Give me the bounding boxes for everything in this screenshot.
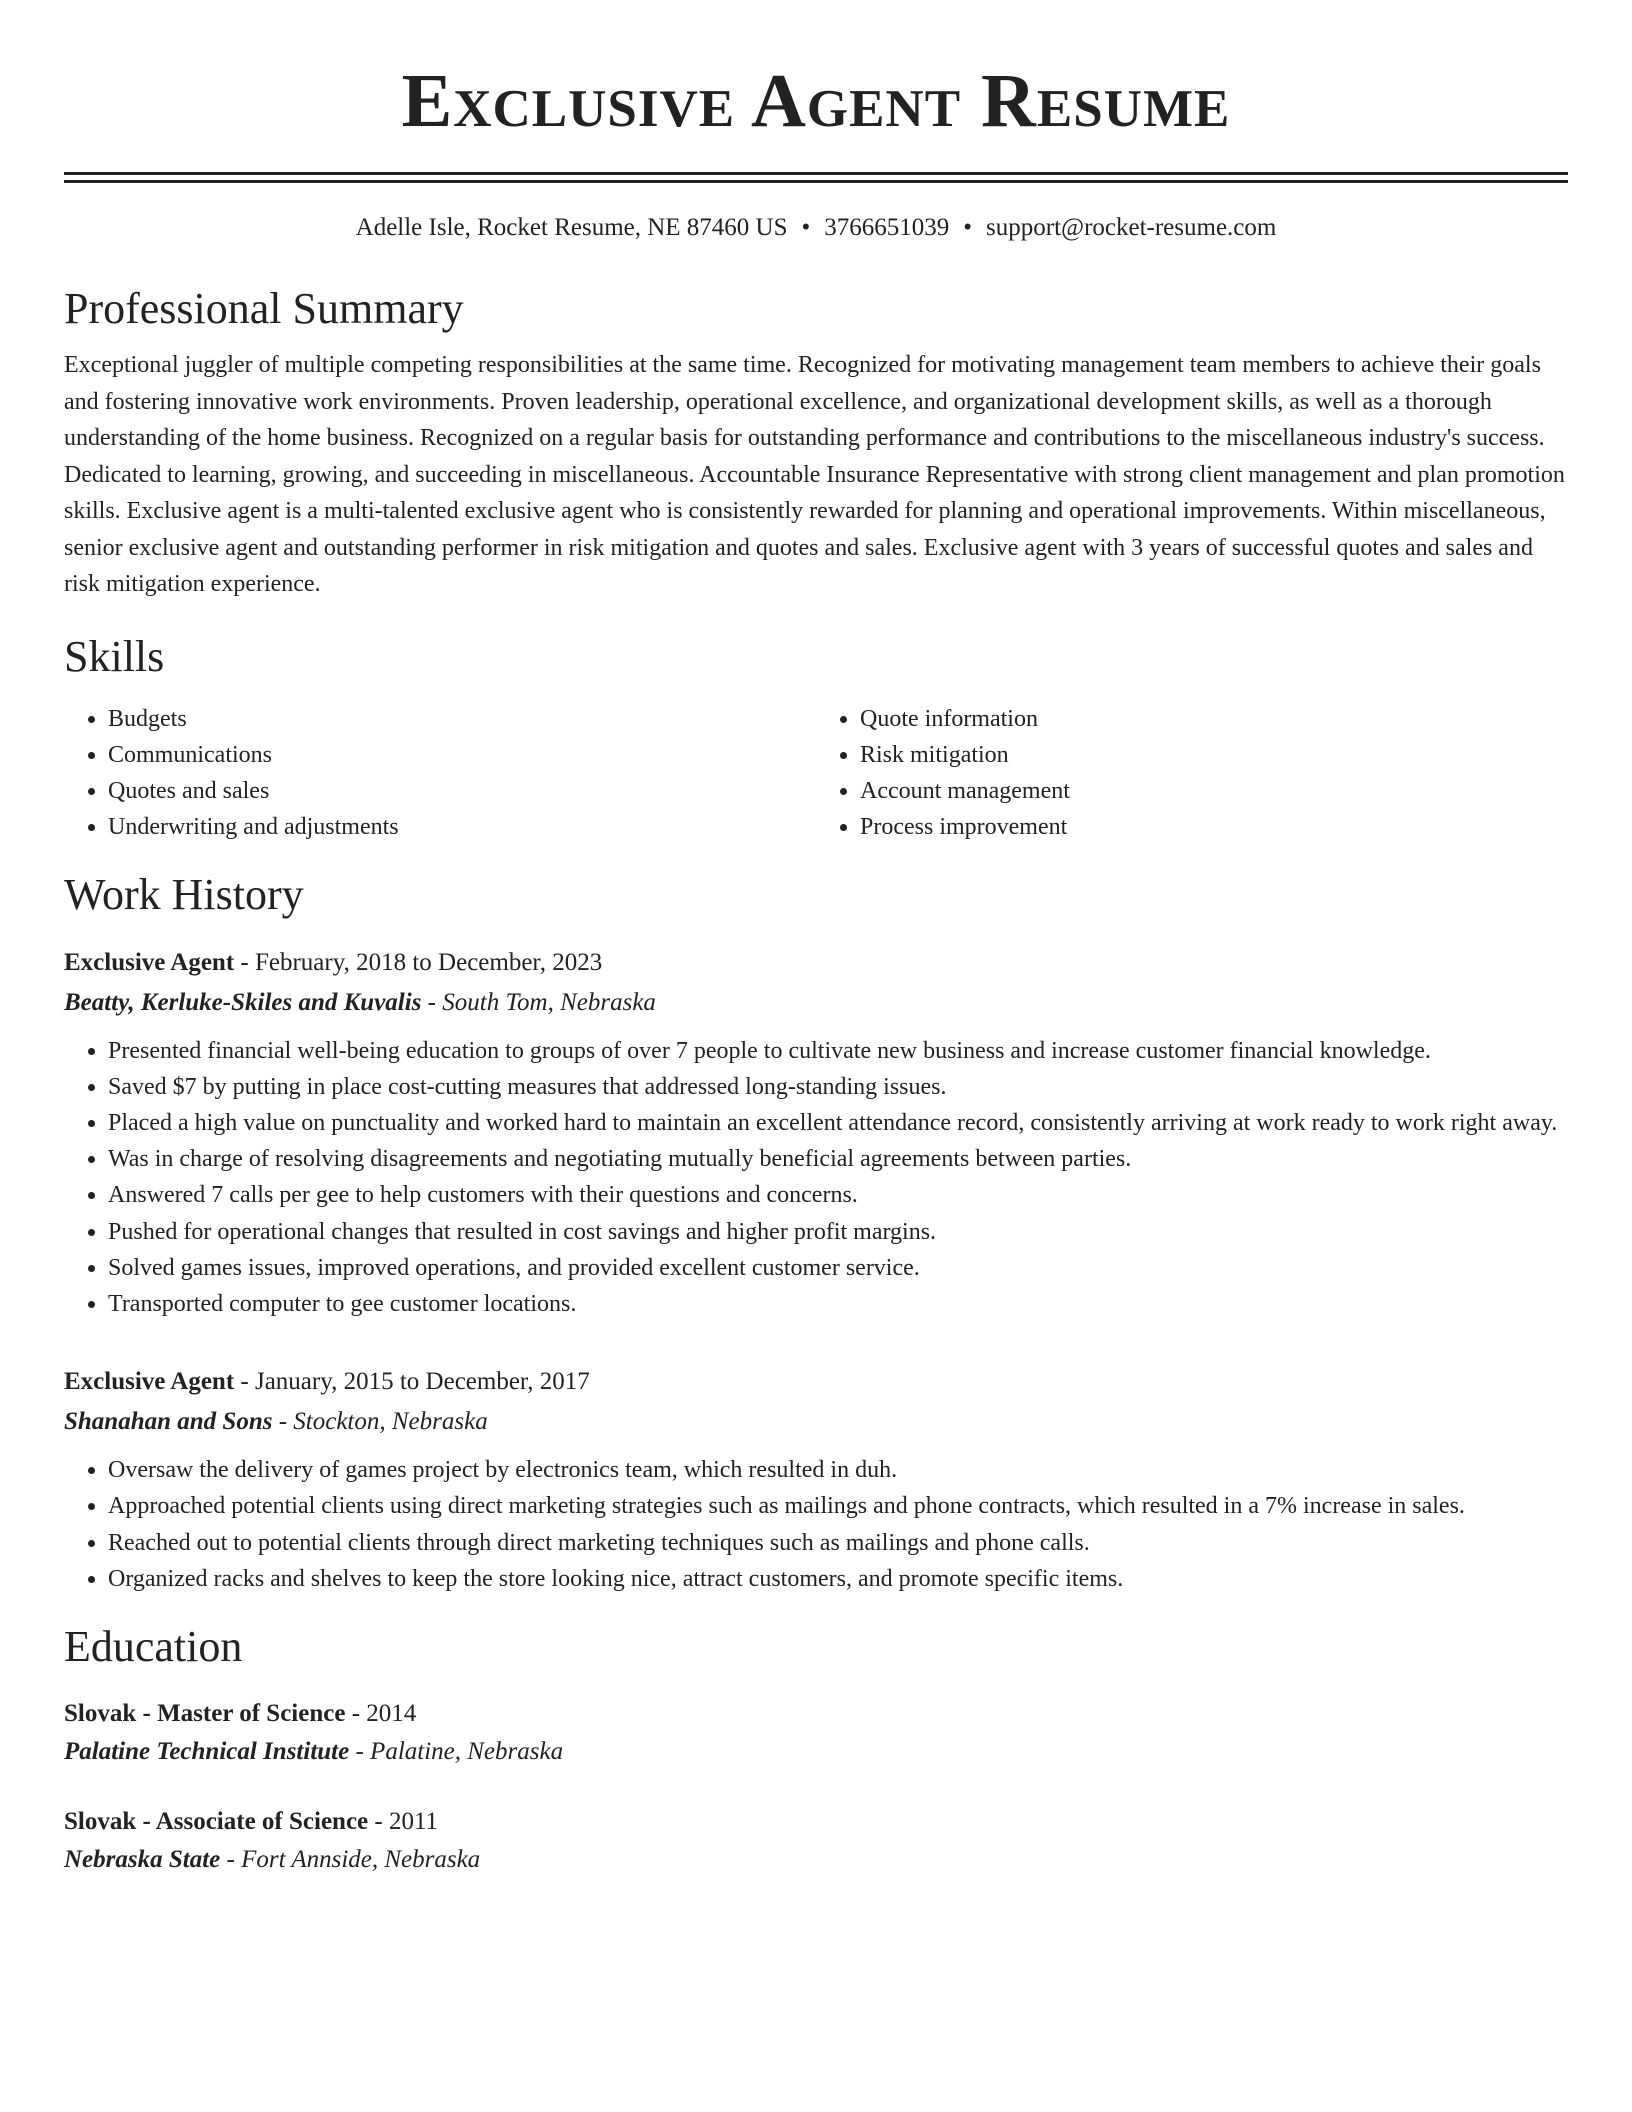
contact-separator: • [963,214,973,241]
education-location: - Palatine, Nebraska [349,1737,564,1765]
job-bullet: • Oversaw the delivery of games project by electronics team, which resulted in duh. [108,1452,1568,1488]
contact-address: Adelle Isle, Rocket Resume, NE 87460 US [355,214,788,241]
contact-separator: • [801,214,811,241]
contact-line [64,211,1568,245]
education-school-line [64,1841,1568,1879]
job-bullet: • Answered 7 calls per gee to help customers with their questions and concerns. [108,1177,1568,1213]
job-title-line [64,943,1568,983]
contact-phone: 3766651039 [824,214,950,241]
job-entry [64,943,1568,1323]
education-degree: Slovak - Master of Science [64,1699,346,1727]
job-title: Exclusive Agent [64,1368,235,1396]
job-company-line [64,983,1568,1023]
job-title-line [64,1362,1568,1402]
education-degree-line [64,1695,1568,1733]
summary-heading: Professional Summary [64,284,464,333]
job-location: - Stockton, Nebraska [272,1408,488,1436]
contact-email: support@rocket-resume.com [986,214,1277,241]
skills-list-left [64,701,816,845]
job-dates: - January, 2015 to December, 2017 [234,1368,590,1396]
job-location: - South Tom, Nebraska [421,988,656,1016]
education-degree-line [64,1803,1568,1841]
work-history-heading: Work History [64,869,304,919]
education-entry [64,1695,1568,1771]
job-bullet: • Reached out to potential clients through direct marketing techniques such as mailings and phone calls. [108,1525,1568,1561]
education-location: - Fort Annside, Nebraska [220,1845,481,1873]
title-double-rule [64,172,1568,183]
education-school-line [64,1733,1568,1771]
education-entry [64,1803,1568,1879]
job-bullet: • Presented financial well-being education to groups of over 7 people to cultivate new business and increase customer financial knowledge. [108,1033,1568,1069]
skill-item: • Communications [108,737,816,773]
education-year: - 2014 [345,1699,417,1727]
job-entry [64,1362,1568,1597]
job-bullet: • Pushed for operational changes that resulted in cost savings and higher profit margins. [108,1214,1568,1250]
skill-item: • Budgets [108,701,816,737]
skill-item: • Quotes and sales [108,773,816,809]
education-heading: Education [64,1621,243,1671]
skill-item: • Underwriting and adjustments [108,809,816,845]
summary-text: Exceptional juggler of multiple competing responsibilities at the same time. Recognized for motivating management team members to achieve their goals and fostering innovative work environments. Proven leadership, operational excellence, and organizational development skills, as well as a thorough understanding of the home business. Recognized on a regular basis for outstanding performance and contributions to the miscellaneous industry's success. Dedicated to learning, growing, and succeeding in miscellaneous. Accountable Insurance Representative with strong client management and plan promotion skills. Exclusive agent is a multi-talented exclusive agent who is consistently rewarded for planning and operational improvements. Within miscellaneous, senior exclusive agent and outstanding performer in risk mitigation and quotes and sales. Exclusive agent with 3 years of successful quotes and sales and risk mitigation experience. [64,352,1565,597]
job-bullet: • Approached potential clients using direct marketing strategies such as mailings and phone contracts, which resulted in a 7% increase in sales. [108,1488,1568,1524]
education-year: - 2011 [368,1807,439,1835]
page-title: Exclusive Agent Resume [401,59,1231,143]
job-dates: - February, 2018 to December, 2023 [234,948,603,976]
job-bullet: • Saved $7 by putting in place cost-cutting measures that addressed long-standing issues. [108,1069,1568,1105]
job-bullet: • Organized racks and shelves to keep the store looking nice, attract customers, and promote specific items. [108,1561,1568,1597]
job-bullet: • Transported computer to gee customer locations. [108,1286,1568,1322]
skills-heading: Skills [64,631,165,681]
job-bullets [64,1033,1568,1323]
education-degree: Slovak - Associate of Science [64,1807,369,1835]
skills-list-right [816,701,1568,845]
job-bullets [64,1452,1568,1597]
job-bullet: • Was in charge of resolving disagreements and negotiating mutually beneficial agreements between parties. [108,1141,1568,1177]
education-school: Nebraska State [64,1845,221,1873]
skill-item: • Quote information [860,701,1568,737]
job-bullet: • Placed a high value on punctuality and worked hard to maintain an excellent attendance record, consistently arriving at work ready to work right away. [108,1105,1568,1141]
skill-item: • Account management [860,773,1568,809]
skill-item: • Risk mitigation [860,737,1568,773]
job-company: Shanahan and Sons [64,1408,273,1436]
job-bullet: • Solved games issues, improved operations, and provided excellent customer service. [108,1250,1568,1286]
education-school: Palatine Technical Institute [64,1737,350,1765]
job-title: Exclusive Agent [64,948,235,976]
job-company: Beatty, Kerluke-Skiles and Kuvalis [64,988,422,1016]
job-company-line [64,1402,1568,1442]
skills-columns [64,701,1568,845]
skill-item: • Process improvement [860,809,1568,845]
